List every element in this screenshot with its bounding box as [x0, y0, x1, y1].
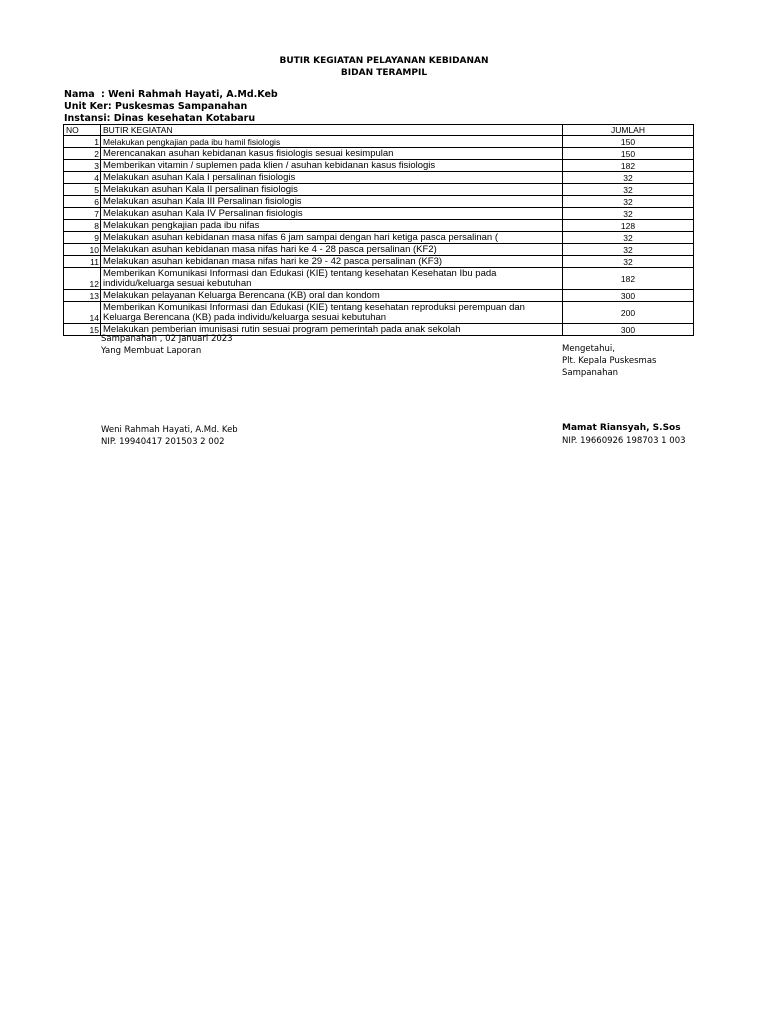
row-kegiatan: Melakukan pelayanan Keluarga Berencana (KB) oral dan kondom: [101, 290, 563, 302]
table-row: [64, 196, 694, 208]
header-no: NO: [64, 125, 101, 136]
table-row: [64, 208, 694, 220]
table-row: [64, 232, 694, 244]
info-nama: [64, 89, 278, 100]
row-kegiatan: Memberikan vitamin / suplemen pada klien / asuhan kebidanan kasus fisiologis: [101, 160, 563, 172]
row-kegiatan: Memberikan Komunikasi Informasi dan Edukasi (KIE) tentang kesehatan reproduksi perempuan dan Keluarga Berencana (KB) pada individu/keluarga sesuai kebutuhan: [101, 302, 563, 324]
row-no: 7: [64, 208, 101, 220]
row-no: 5: [64, 184, 101, 196]
row-kegiatan: Melakukan pemberian imunisasi rutin sesuai program pemerintah pada anak sekolah: [101, 324, 563, 336]
row-kegiatan: Merencanakan asuhan kebidanan kasus fisiologis sesuai kesimpulan: [101, 148, 563, 160]
table-row: [64, 256, 694, 268]
document-title: BUTIR KEGIATAN PELAYANAN KEBIDANAN: [279, 56, 489, 66]
row-jumlah: 150: [563, 136, 694, 148]
row-jumlah: 182: [563, 268, 694, 290]
table-row: [64, 172, 694, 184]
table-row: [64, 302, 694, 324]
row-kegiatan: Melakukan pengkajian pada ibu nifas: [101, 220, 563, 232]
row-jumlah: 200: [563, 302, 694, 324]
ack-nip: NIP. 19660926 198703 1 003: [562, 436, 686, 446]
row-no: 12: [64, 268, 101, 290]
unit-value: : Puskesmas Sampanahan: [107, 101, 248, 112]
nama-value: : Weni Rahmah Hayati, A.Md.Keb: [101, 89, 278, 100]
table-row: [64, 184, 694, 196]
info-instansi: [64, 113, 255, 124]
ack-label: Mengetahui,: [562, 344, 615, 354]
row-jumlah: 32: [563, 256, 694, 268]
ack-office: Sampanahan: [562, 368, 619, 378]
row-jumlah: 300: [563, 290, 694, 302]
row-kegiatan: Melakukan asuhan Kala II persalinan fisiologis: [101, 184, 563, 196]
unit-label: Unit Ker: [64, 101, 108, 112]
info-unit: [64, 101, 247, 112]
table-row: [64, 290, 694, 302]
row-no: 14: [64, 302, 101, 324]
row-kegiatan: Melakukan asuhan Kala III Persalinan fisiologis: [101, 196, 563, 208]
row-kegiatan: Melakukan pengkajian pada ibu hamil fisiologis: [101, 136, 563, 148]
row-jumlah: 150: [563, 148, 694, 160]
row-kegiatan: Memberikan Komunikasi Informasi dan Edukasi (KIE) tentang kesehatan Kesehatan Ibu pada individu/keluarga sesuai kebutuhan: [101, 268, 563, 290]
document-subtitle: BIDAN TERAMPIL: [340, 68, 428, 78]
row-kegiatan: Melakukan asuhan kebidanan masa nifas hari ke 4 - 28 pasca persalinan (KF2): [101, 244, 563, 256]
row-no: 9: [64, 232, 101, 244]
maker-label: Yang Membuat Laporan: [101, 346, 202, 356]
row-no: 6: [64, 196, 101, 208]
row-jumlah: 32: [563, 172, 694, 184]
row-jumlah: 32: [563, 232, 694, 244]
row-kegiatan: Melakukan asuhan kebidanan masa nifas 6 jam sampai dengan hari ketiga pasca persalinan (: [101, 232, 563, 244]
header-kegiatan: BUTIR KEGIATAN: [101, 125, 563, 136]
ack-position: Plt. Kepala Puskesmas: [562, 356, 657, 366]
row-no: 13: [64, 290, 101, 302]
table-row: [64, 136, 694, 148]
row-jumlah: 128: [563, 220, 694, 232]
row-jumlah: 32: [563, 184, 694, 196]
instansi-value: : Dinas kesehatan Kotabaru: [106, 113, 256, 124]
row-jumlah: 300: [563, 324, 694, 336]
row-jumlah: 32: [563, 196, 694, 208]
row-jumlah: 32: [563, 208, 694, 220]
row-kegiatan: Melakukan asuhan Kala I persalinan fisiologis: [101, 172, 563, 184]
ack-name: Mamat Riansyah, S.Sos: [562, 423, 681, 433]
row-jumlah: 32: [563, 244, 694, 256]
table-row: [64, 244, 694, 256]
table-header-row: [64, 125, 694, 136]
row-kegiatan: Melakukan asuhan kebidanan masa nifas hari ke 29 - 42 pasca persalinan (KF3): [101, 256, 563, 268]
table-row: [64, 148, 694, 160]
place-date: Sampanahan , 02 Januari 2023: [101, 334, 233, 344]
activity-table: [63, 124, 694, 336]
table-row: [64, 268, 694, 290]
table-row: [64, 160, 694, 172]
row-no: 11: [64, 256, 101, 268]
row-no: 15: [64, 324, 101, 336]
row-jumlah: 182: [563, 160, 694, 172]
row-kegiatan: Melakukan asuhan Kala IV Persalinan fisiologis: [101, 208, 563, 220]
row-no: 2: [64, 148, 101, 160]
row-no: 3: [64, 160, 101, 172]
instansi-label: Instansi: [64, 113, 107, 124]
row-no: 1: [64, 136, 101, 148]
nama-label: Nama: [64, 89, 95, 100]
maker-name: Weni Rahmah Hayati, A.Md. Keb: [101, 425, 238, 435]
table-row: [64, 220, 694, 232]
maker-nip: NIP. 19940417 201503 2 002: [101, 437, 225, 447]
row-no: 4: [64, 172, 101, 184]
row-no: 8: [64, 220, 101, 232]
row-no: 10: [64, 244, 101, 256]
header-jumlah: JUMLAH: [563, 125, 694, 136]
